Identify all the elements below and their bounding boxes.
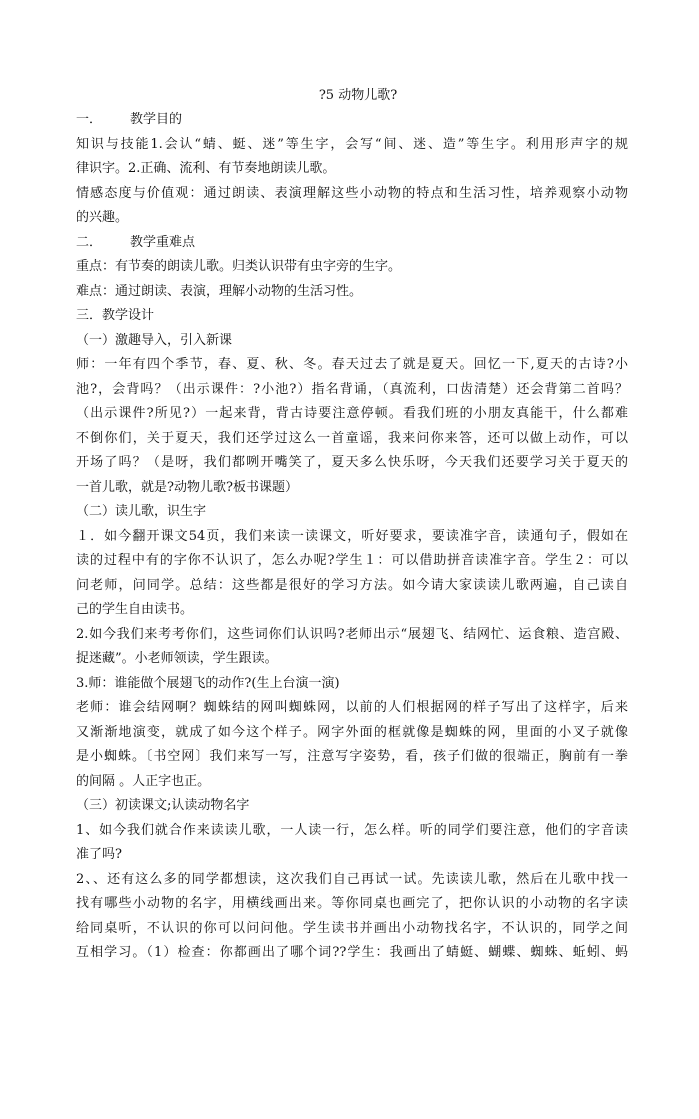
text-line: 又渐渐地演变，就成了如今这个样子。网字外面的框就像是蜘蛛的网，里面的小叉子就像 bbox=[76, 724, 628, 740]
text-line: 3.师：谁能做个展翅飞的动作?(生上台演一演) bbox=[76, 675, 340, 691]
text-line: 1、如今我们就合作来读读儿歌，一人读一行，怎么样。听的同学们要注意，他们的字音读 bbox=[76, 822, 628, 838]
section-number: 二． bbox=[76, 234, 103, 250]
document-body bbox=[76, 88, 628, 966]
text-line: 问老师，问同学。总结：这些都是很好的学习方法。如今请大家读读儿歌两遍，自己读自 bbox=[76, 577, 628, 593]
section-label: 教学重难点 bbox=[130, 234, 196, 250]
text-line: 开场了吗？（是呀，我们都咧开嘴笑了，夏天多么快乐呀，今天我们还要学习关于夏天的 bbox=[76, 455, 628, 470]
text-line: 是小蜘蛛。〔书空网〕我们来写一写，注意写字姿势，看，孩子们做的很端正，胸前有一拳 bbox=[76, 749, 628, 764]
text-line: 准了吗? bbox=[76, 847, 122, 862]
text-line: 互相学习。（1）检查：你都画出了哪个词??学生：我画出了蜻蜓、蝴蝶、蜘蛛、蚯蚓、蚂 bbox=[76, 945, 628, 960]
text-line: 读的过程中有的字你不认识了，怎么办呢?学生１：可以借助拼音读准字音。学生２：可以 bbox=[76, 553, 628, 568]
text-line: 情感态度与价值观：通过朗读、表演理解这些小动物的特点和生活习性，培养观察小动物 bbox=[76, 185, 628, 201]
text-line: １．如今翻开课文54页，我们来读一读课文，听好要求，要读准字音，读通句子，假如在 bbox=[76, 528, 628, 544]
objectives-block bbox=[76, 133, 628, 231]
text-line: 一首儿歌，就是?动物儿歌?板书课题） bbox=[76, 479, 298, 495]
lesson-title: ?5 动物儿歌? bbox=[318, 88, 398, 103]
text-line: 的兴趣。 bbox=[76, 210, 129, 225]
text-line: 律识字。2.正确、流利、有节奏地朗读儿歌。 bbox=[76, 161, 336, 176]
body-block bbox=[76, 255, 628, 966]
text-line: 捉迷藏”。小老师领读，学生跟读。 bbox=[76, 651, 278, 666]
text-line: 老师：谁会结网啊？蜘蛛结的网叫蜘蛛网，以前的人们根据网的样子写出了这样字，后来 bbox=[76, 700, 628, 715]
text-line: 难点：通过朗读、表演，理解小动物的生活习性。 bbox=[76, 283, 363, 299]
text-line: （二）读儿歌，识生字 bbox=[76, 504, 207, 519]
section-heading-key-points bbox=[76, 231, 628, 256]
section-heading-objectives bbox=[76, 108, 628, 133]
text-line: 池?，会背吗？（出示课件：?小池?）指名背诵，（真流利，口齿清楚）还会背第二首吗？ bbox=[76, 381, 628, 397]
text-line: （三）初读课文;认读动物名字 bbox=[76, 798, 250, 813]
text-line: 找有哪些小动物的名字，用横线画出来。等你同桌也画完了，把你认识的小动物的名字读 bbox=[76, 896, 628, 911]
text-line: 知识与技能1.会认“蜻、蜓、迷”等生字，会写“间、迷、造”等生字。利用形声字的规 bbox=[76, 136, 628, 152]
text-line: （一）激趣导入，引入新课 bbox=[76, 332, 233, 348]
text-line: 的间隔 。人正字也正。 bbox=[76, 773, 211, 789]
text-line: 给同桌听，不认识的你可以问问他。学生读书并画出小动物找名字，不认识的，同学之间 bbox=[76, 920, 628, 936]
text-line: 2.如今我们来考考你们，这些词你们认识吗?老师出示“展翅飞、结网忙、运食粮、造宫殿、 bbox=[76, 626, 628, 642]
section-label: 教学目的 bbox=[130, 112, 183, 127]
text-line: 不倒你们，关于夏天，我们还学过这么一首童谣，我来问你来答，还可以做上动作，可以 bbox=[76, 430, 628, 446]
text-line: 重点：有节奏的朗读儿歌。归类认识带有虫字旁的生字。 bbox=[76, 259, 402, 274]
text-line: 师：一年有四个季节，春、夏、秋、冬。春天过去了就是夏天。回忆一下,夏天的古诗?小 bbox=[76, 357, 628, 372]
text-line: 2、、还有这么多的同学都想读，这次我们自己再试一试。先读读儿歌，然后在儿歌中找一 bbox=[76, 871, 628, 887]
text-line: 三．教学设计 bbox=[76, 308, 155, 323]
section-number: 一． bbox=[76, 112, 103, 127]
text-line: （出示课件?所见?）一起来背，背古诗要注意停顿。看我们班的小朋友真能干，什么都难 bbox=[76, 406, 628, 421]
text-line: 己的学生自由读书。 bbox=[76, 602, 194, 617]
